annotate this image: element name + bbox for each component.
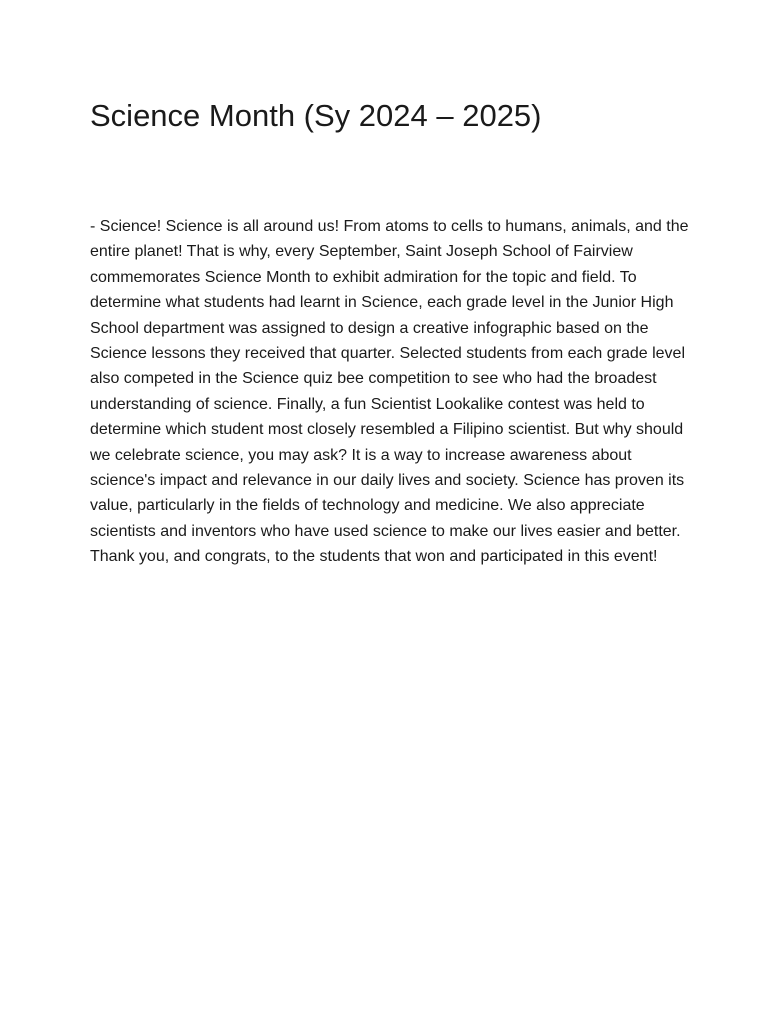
document-title: Science Month (Sy 2024 – 2025) <box>90 98 542 133</box>
document-body-paragraph: - Science! Science is all around us! From atoms to cells to humans, animals, and the entire planet! That is why, every September, Saint Joseph School of Fairview commemorates Science Month to exhibit admiration for the topic and field. To determine what students had learnt in Science, each grade level in the Junior High School department was assigned to design a creative infographic based on the Science lessons they received that quarter. Selected students from each grade level also competed in the Science quiz bee competition to see who had the broadest understanding of science. Finally, a fun Scientist Lookalike contest was held to determine which student most closely resembled a Filipino scientist. But why should we celebrate science, you may ask? It is a way to increase awareness about science's impact and relevance in our daily lives and society. Science has proven its value, particularly in the fields of technology and medicine. We also appreciate scientists and inventors who have used science to make our lives easier and better. Thank you, and congrats, to the students that won and participated in this event! <box>90 218 689 566</box>
